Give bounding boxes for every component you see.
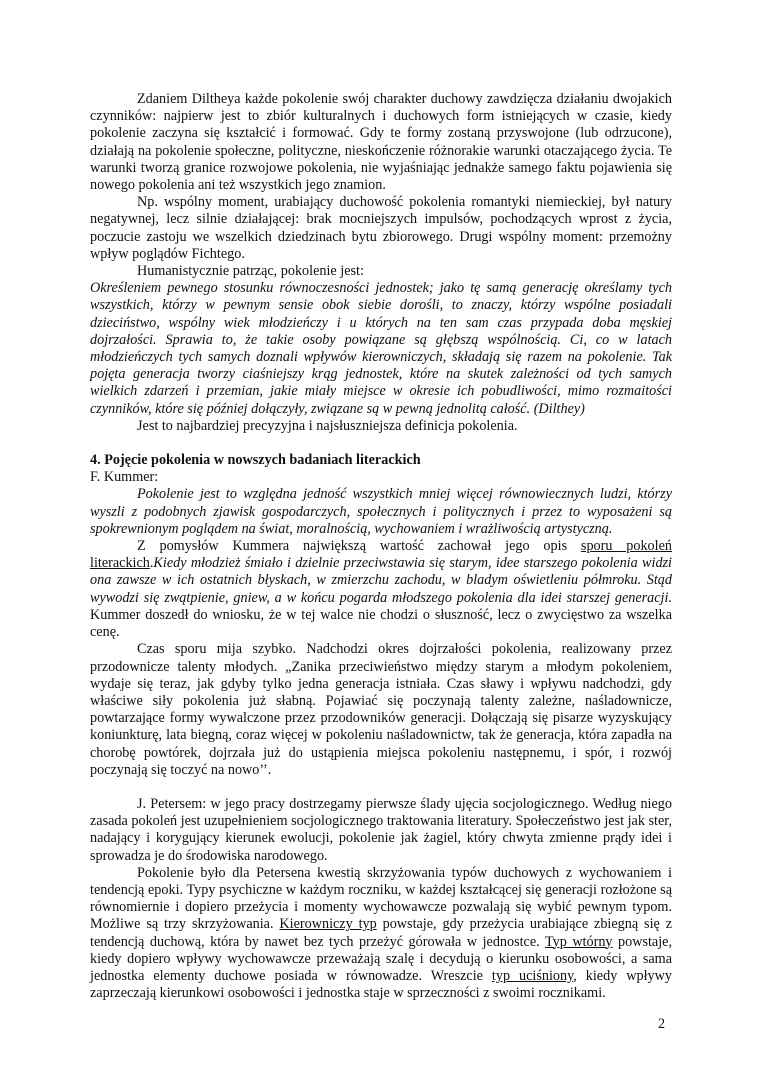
paragraph-humanistic-lead: Humanistycznie patrząc, pokolenie jest: — [137, 263, 364, 280]
text-run: powstaje, kiedy dopiero wpływy wychowawcze przeważają szalę i decydują o kierunku osobowości, a sama jednostka elementy duchowe posiada w równowadze. Wreszcie — [90, 933, 672, 984]
text-run: Pokolenie było dla Petersena kwestią skrzyżowania typów duchowych z wychowaniem i tendencją epoki. Typy psychiczne w każdym roczniku, w każdej kształcącej się generacji rozłożone są równomiernie i dopiero przeżycia i momenty wychowawcze pozwalają się wybić pewnym typom. Możliwe są trzy skrzyżowania. — [90, 864, 672, 933]
text-run: powstaje, gdy przeżycia urabiające zbiegną się z tendencją duchową, która by nawet bez tych przeżyć górowała w jednostce. — [90, 916, 672, 950]
paragraph-romanticism-example: Np. wspólny moment, urabiający duchowość pokolenia romantyki niemieckiej, był natury negatywnej, lecz silnie działającej: brak mocniejszych impulsów, pochodzących wprost z życia, poczucie zastoju we wszelkich dziedzinach bytu zbiorowego. Drugi wspólny moment: przemożny wpływ poglądów Fichtego. — [90, 194, 672, 262]
paragraph-dilthey-intro: Zdaniem Diltheya każde pokolenie swój charakter duchowy zawdzięcza działaniu dwojakich czynników: najpierw jest to zbiór kulturalnych i duchowych form istniejących w czasie, kiedy pokolenie zaczyna się kształcić i formować. Gdy te formy zostaną przyswojone (lub odrzucone), działają na pokolenie społeczne, polityczne, nieskończenie różnorakie warunki otaczającego życia. Te warunki tworzą granice rozwojowe pokolenia, nie wyjaśniając jednakże samego faktu pojawienia się nowego pokolenia ani też wszystkich jego znamion. — [90, 91, 672, 194]
underlined-term-leading-type: Kierowniczy typ — [279, 916, 377, 933]
text-run: Z pomysłów Kummera największą wartość zachował jego opis — [137, 538, 581, 555]
quote-dilthey-definition: Określeniem pewnego stosunku równoczesności jednostek; jako tę samą generację określamy tych wszystkich, którzy w pewnym sensie obok siebie dorośli, to znaczy, którzy wspólne posiadali dzieciństwo, wspólny wiek młodzieńczy i u których na ten sam czas przypada doba męskiej dojrzałości. Sprawia to, że takie osoby powiązane są głębszą wspólnością. Ci, co w latach młodzieńczych tych samych doznali wpływów kierowniczych, składają się razem na pokolenie. Tak pojęta generacja tworzy ciaśniejszy krąg jednostek, które na skutek zależności od tych samych wielkich zdarzeń i przemian, jakie miały miejsce w okresie ich pobudliwości, mimo rozmaitości czynników, które się później dołączyły, związane są w pewną jednolitą całość. (Dilthey) — [90, 280, 672, 417]
paragraph-petersen-types — [90, 865, 672, 1003]
text-run: Kummer doszedł do wniosku, że w tej walce nie chodzi o słuszność, lecz o zwycięstwo za wszelka cenę. — [90, 606, 672, 641]
paragraph-maturity: Czas sporu mija szybko. Nadchodzi okres dojrzałości pokolenia, realizowany przez przodownicze talenty młodych. „Zanika przeciwieństwo między starym a młodym pokoleniem, wydaje się teraz, jak gdyby tylko jedna generacja istniała. Czas sławy i wpływu nadchodzi, gdy właściwe siły pokolenia już słabną. Pojawiać się poczynają talenty zależne, naśladownicze, powtarzające formy wywalczone przez przodowników generacji. Dołączają się pisarze wyzyskujący koniunkturę, lata biegną, coraz więcej w pokoleniu naśladownictw, tak że generacja, która zapadła na chorobę powtórek, dojrzała już do ustąpienia miejsca pokoleniu następnemu, i spór, i rozwój poczynają się toczyć na nowo’’. — [90, 641, 672, 778]
paragraph-petersen: J. Petersem: w jego pracy dostrzegamy pierwsze ślady ujęcia socjologicznego. Według niego zasada pokoleń jest uzupełnieniem socjologicznego traktowania literatury. Społeczeństwo jest jak ster, nadający i korygujący kierunek ewolucji, pokolenie jak żagiel, który chwyta zmienne prądy idei i sprowadza je do środowiska narodowego. — [90, 795, 672, 864]
section-heading: 4. Pojęcie pokolenia w nowszych badaniach literackich — [90, 452, 421, 469]
underlined-term-secondary-type: Typ wtórny — [544, 933, 613, 950]
underlined-term-dispute: sporu pokoleń literackich — [90, 538, 672, 572]
text-run: . — [149, 555, 154, 572]
text-run: , kiedy wpływy zaprzeczają kierunkowi osobowości i jednostka staje w sprzeczności z swoimi rocznikami. — [90, 967, 672, 1002]
quote-kummer-definition: Pokolenie jest to względna jedność wszystkich mniej więcej równowiecznych ludzi, którzy wyszli z podobnych zjawisk gospodarczych, społecznych i politycznych i przez to wyposażeni są spokrewnionym poglądem na świat, moralnością, wychowaniem i wrażliwością artystyczną. — [90, 486, 672, 537]
quote-kummer-dispute: Kiedy młodzież śmiało i dzielnie przeciwstawia się starym, idee starszego pokolenia widzi ona zawsze w ich ostatnich błyskach, w zmierzchu zachodu, w bladym oświetleniu półmroku. Stąd wywodzi się zwątpienie, gniew, a w końcu pogarda młodszego pokolenia dla idei starszej generacji. — [90, 555, 672, 606]
spacer — [90, 779, 672, 796]
page-number: 2 — [658, 1016, 666, 1032]
kummer-label: F. Kummer: — [90, 469, 159, 486]
document-page — [90, 91, 672, 1002]
spacer — [90, 435, 672, 452]
paragraph-definition-comment: Jest to najbardziej precyzyjna i najsłuszniejsza definicja pokolenia. — [137, 417, 518, 434]
underlined-term-oppressed-type: typ uciśniony — [491, 967, 574, 984]
paragraph-kummer-dispute — [90, 538, 672, 641]
